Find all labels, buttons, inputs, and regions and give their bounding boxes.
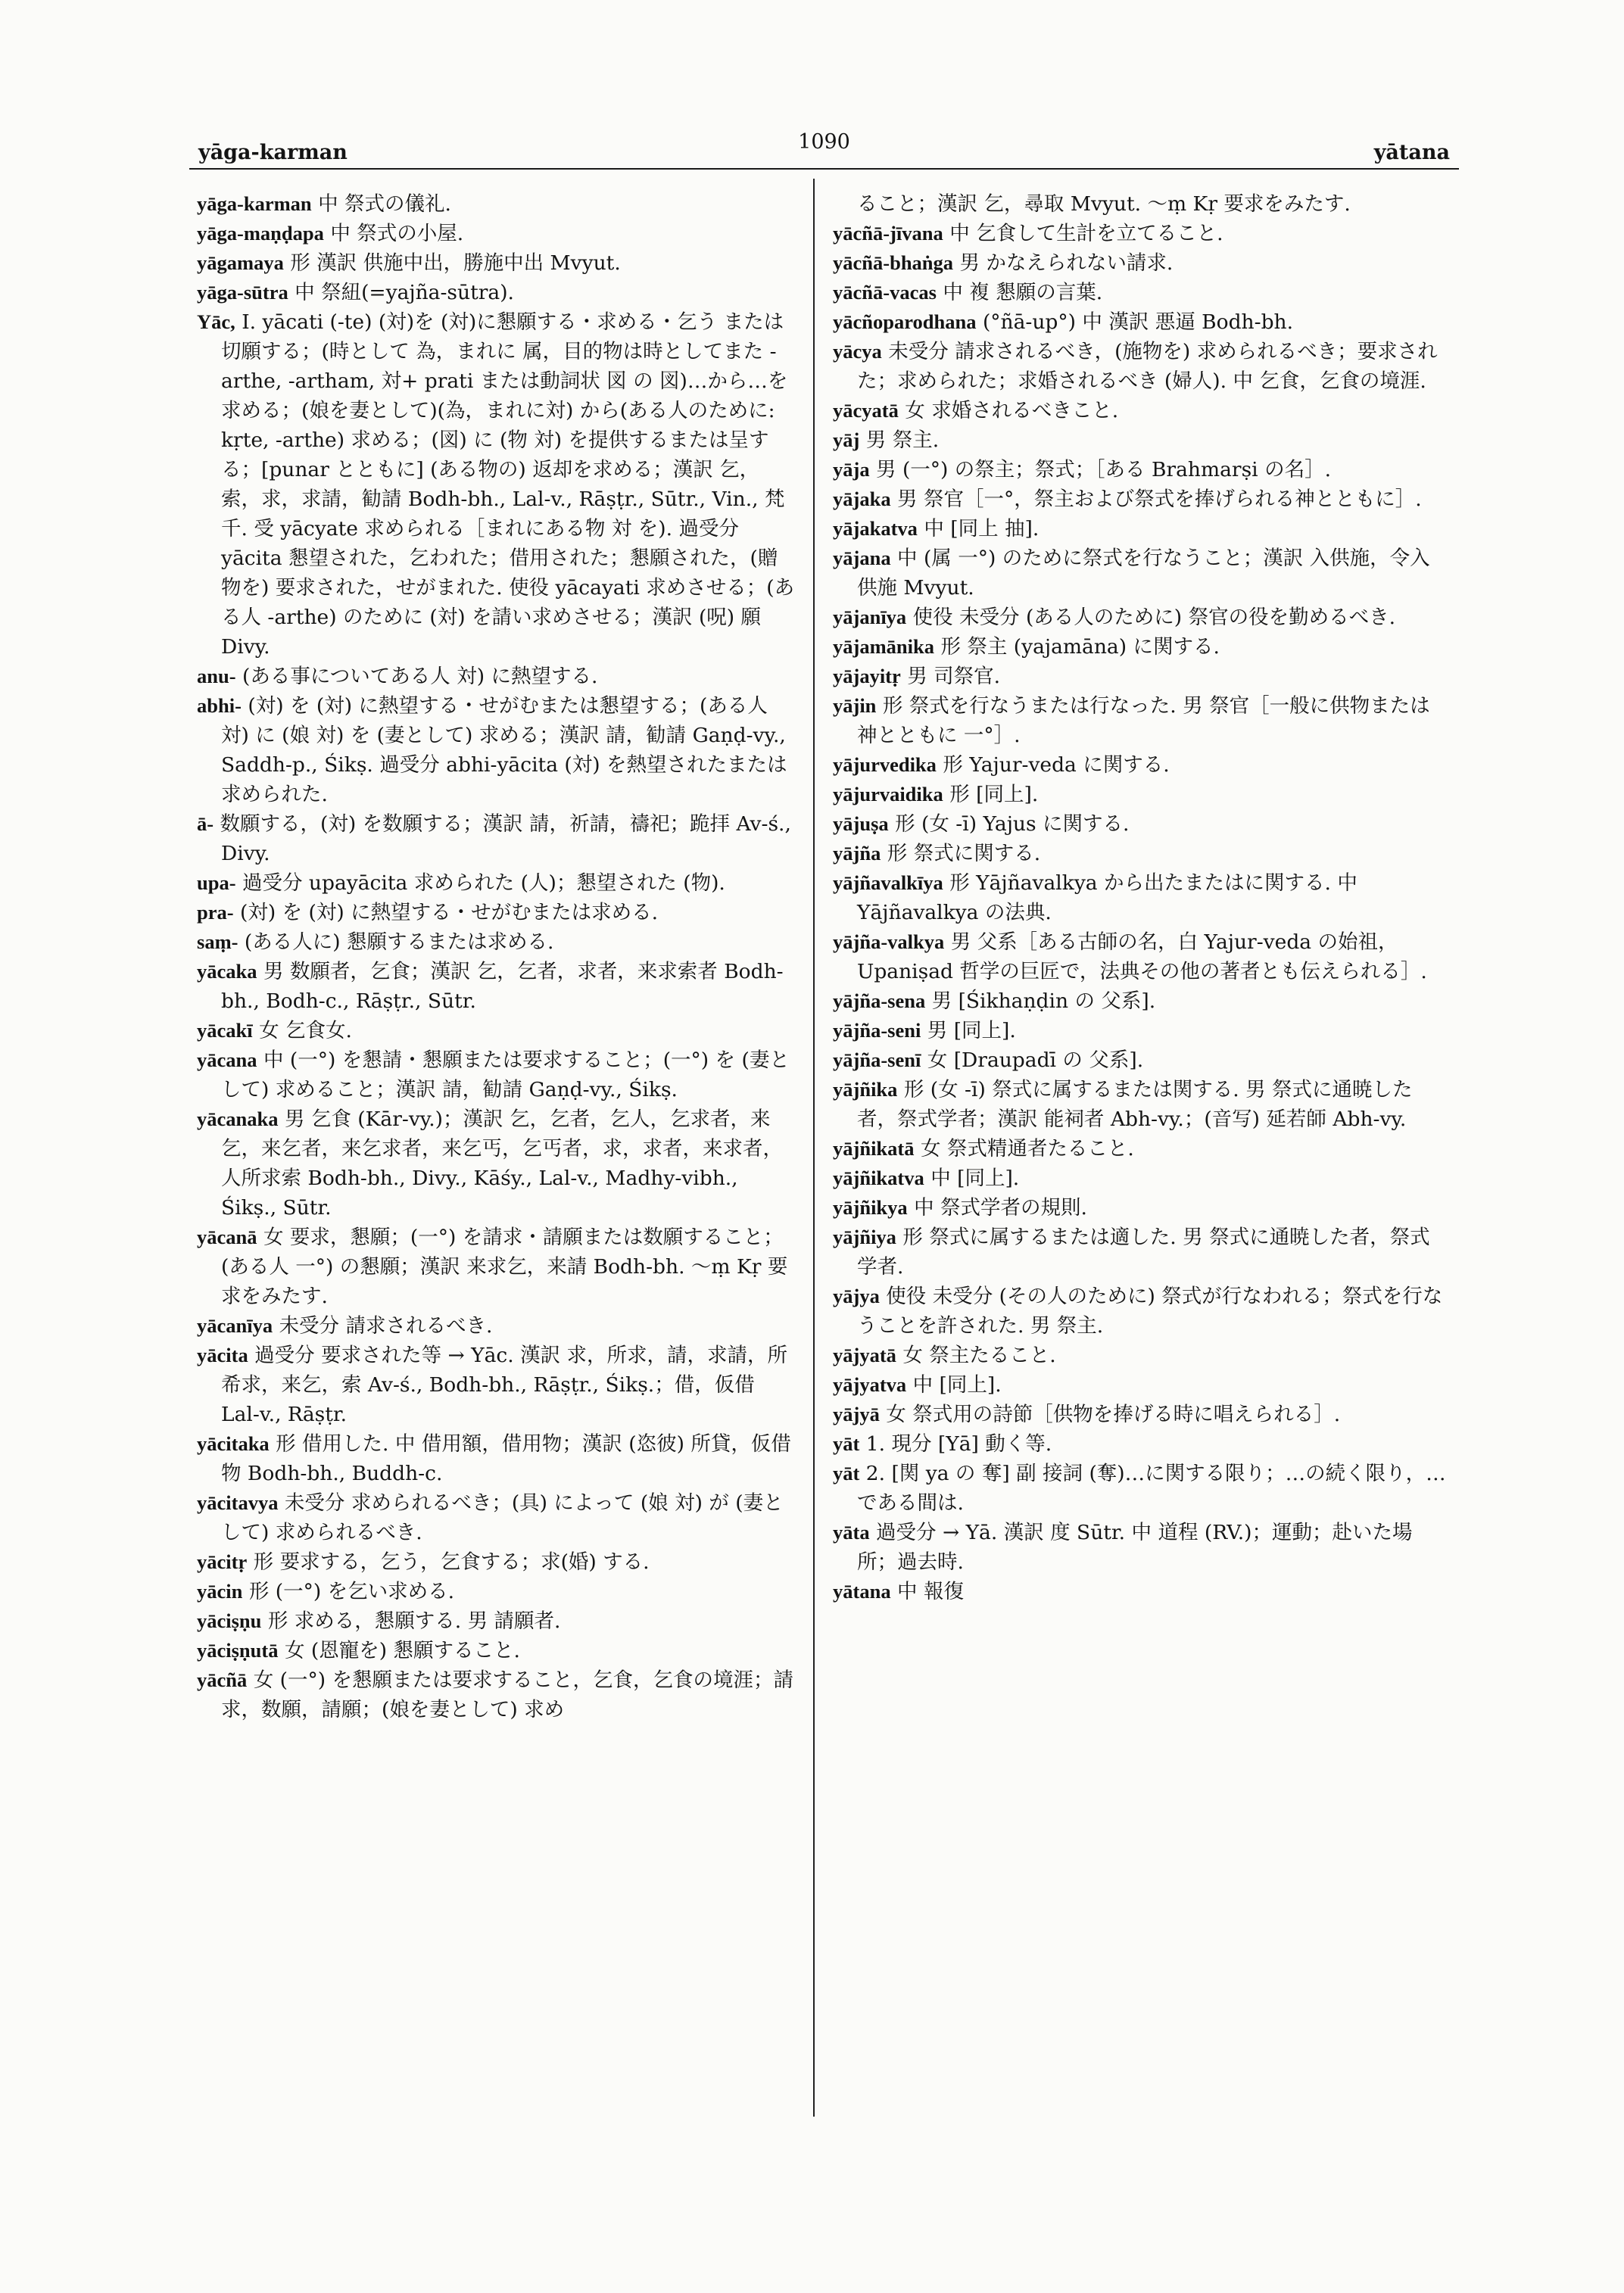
entry-headword: yājñikatva	[833, 1167, 924, 1189]
entry-definition: 過受分 要求された等 → Yāc. 漢訳 求，所求，請，求請，所希求，来乞，索 Av-ś., Bodh-bh., Rāṣṭr., Śikṣ.；借，仮借 Lal-v., Rāṣṭr.	[221, 1344, 788, 1426]
dictionary-entry	[197, 1577, 795, 1606]
entry-definition: 2. [関 ya の 奪] 副 接詞 (奪)…に関する限り；…の続く限り，…である間は.	[857, 1462, 1446, 1515]
entry-headword: yācana	[197, 1048, 257, 1071]
entry-headword: abhi-	[197, 694, 242, 717]
entry-definition: 形 Yajur-veda に関する.	[943, 753, 1170, 777]
dictionary-entry	[197, 1311, 795, 1341]
dictionary-entry	[833, 1459, 1446, 1518]
entry-headword: yācakī	[197, 1019, 253, 1042]
entry-definition: 中 [同上].	[930, 1167, 1020, 1190]
entry-definition: 男 かなえられない請求.	[959, 251, 1174, 275]
entry-headword: yājña-sena	[833, 989, 926, 1012]
dictionary-entry	[197, 278, 795, 307]
entry-headword: yājana	[833, 547, 891, 569]
entry-definition: 過受分 → Yā. 漢訳 度 Sūtr. 中 道程 (RV.)；運動；赴いた場所；過去時.	[857, 1521, 1413, 1574]
dictionary-entry	[833, 839, 1446, 868]
dictionary-entry	[833, 809, 1446, 839]
entry-headword: yājyatva	[833, 1373, 907, 1396]
dictionary-entry	[833, 868, 1446, 927]
entry-headword: yājurvaidika	[833, 783, 943, 805]
entry-definition: (ある人に) 懇願するまたは求める.	[244, 930, 554, 954]
entry-headword: upa-	[197, 871, 236, 894]
dictionary-entry	[833, 1370, 1446, 1400]
dictionary-entry	[197, 957, 795, 1016]
dictionary-entry	[833, 484, 1446, 514]
dictionary-entry	[833, 1075, 1446, 1134]
dictionary-entry	[833, 514, 1446, 544]
entry-headword: yājya	[833, 1285, 880, 1307]
dictionary-entry	[833, 1193, 1446, 1223]
entry-headword: yāciṣṇutā	[197, 1639, 279, 1662]
entry-definition: 形 祭式を行なうまたは行なった. 男 祭官［一般に供物または神とともに 一°］.	[857, 694, 1430, 747]
entry-headword: saṃ-	[197, 930, 238, 953]
dictionary-entry	[833, 219, 1446, 248]
entry-headword: yācita	[197, 1344, 248, 1366]
dictionary-entry	[833, 1045, 1446, 1075]
entry-definition: 女 乞食女.	[259, 1019, 352, 1042]
dictionary-entry	[197, 898, 795, 927]
dictionary-entry	[833, 1518, 1446, 1577]
entry-definition: 使役 未受分 (その人のために) 祭式が行なわれる；祭式を行なうことを許された. 男 祭主.	[857, 1285, 1443, 1338]
dictionary-entry	[197, 189, 795, 219]
entry-definition: 男 司祭官.	[907, 665, 1001, 688]
entry-headword: yājña	[833, 842, 881, 865]
dictionary-entry	[833, 307, 1446, 337]
entry-definition: 男 乞食 (Kār-vy.)；漢訳 乞，乞者，乞人，乞求者，来乞，来乞者，来乞求者，来乞丐，乞丐者，求，求者，来求者，人所求索 Bodh-bh., Divy., Kāśy., Lal-v., Madhy-vibh., Śikṣ., Sūtr.	[221, 1108, 783, 1220]
entry-headword: yācanā	[197, 1226, 257, 1248]
dictionary-entry	[833, 1400, 1446, 1429]
entry-definition: 形 (女 -ī) Yajus に関する.	[895, 812, 1130, 836]
dictionary-entry	[833, 603, 1446, 632]
entry-definition: ること；漢訳 乞，尋取 Mvyut. ～ṃ Kṛ 要求をみたす.	[857, 192, 1351, 216]
entry-headword: yāta	[833, 1521, 870, 1544]
dictionary-entry	[833, 189, 1446, 219]
entry-headword: yācaka	[197, 960, 257, 983]
dictionary-entry	[197, 1223, 795, 1311]
entry-definition: 形 祭式に属するまたは適した. 男 祭式に通暁した者，祭式学者.	[857, 1226, 1430, 1279]
entry-headword: yāt	[833, 1432, 860, 1455]
header-left-guideword: yāga-karman	[198, 141, 348, 164]
entry-headword: yājanīya	[833, 606, 907, 628]
entry-definition: 中 [同上 抽].	[924, 517, 1040, 541]
entry-definition: 女 (恩寵を) 懇願すること.	[284, 1639, 520, 1662]
entry-headword: Yāc,	[197, 310, 235, 333]
entry-headword: yācñā-bhaṅga	[833, 251, 954, 274]
entry-definition: 中 [同上].	[912, 1373, 1002, 1397]
dictionary-entry	[197, 691, 795, 809]
dictionary-entry	[833, 691, 1446, 750]
dictionary-entry	[197, 1665, 795, 1724]
dictionary-entry	[833, 1577, 1446, 1606]
entry-headword: yāt	[833, 1462, 860, 1485]
entry-headword: yājaka	[833, 488, 891, 510]
page-number: 1090	[798, 130, 850, 154]
dictionary-entry	[197, 1547, 795, 1577]
dictionary-entry	[197, 662, 795, 691]
entry-definition: 男 (一°) の祭主；祭式；［ある Brahmarṣi の名］.	[876, 458, 1331, 481]
entry-headword: yācin	[197, 1580, 243, 1603]
header-right-guideword: yātana	[1373, 141, 1450, 164]
entry-headword: yājñikya	[833, 1196, 908, 1219]
entry-headword: yājurvedika	[833, 753, 937, 776]
dictionary-entry	[833, 1282, 1446, 1341]
entry-definition: 女 (一°) を懇願または要求すること，乞食，乞食の境涯；請求，数願，請願；(娘を妻として) 求め	[221, 1668, 793, 1721]
entry-headword: ā-	[197, 812, 214, 835]
entry-definition: 女 [Draupadī の 父系].	[927, 1048, 1144, 1072]
entry-definition: 形 求める，懇願する. 男 請願者.	[267, 1609, 561, 1633]
dictionary-entry	[833, 248, 1446, 278]
dictionary-entry	[833, 1429, 1446, 1459]
dictionary-entry	[197, 1104, 795, 1223]
entry-definition: 形 要求する，乞う，乞食する；求(婚) する.	[253, 1550, 650, 1574]
dictionary-entry	[833, 396, 1446, 425]
entry-definition: 男 [同上].	[927, 1019, 1016, 1042]
column-divider	[813, 179, 815, 2117]
entry-definition: (°ñā-up°) 中 漢訳 悪逼 Bodh-bh.	[982, 310, 1294, 334]
entry-definition: 女 要求，懇願；(一°) を請求・請願または数願すること；(ある人 一°) の懇願；漢訳 来求乞，来請 Bodh-bh. ～ṃ Kṛ 要求をみたす.	[221, 1226, 788, 1308]
entry-headword: yājña-valkya	[833, 930, 945, 953]
entry-definition: 形 祭式に関する.	[887, 842, 1041, 865]
entry-definition: 男 父系［ある古師の名，白 Yajur-veda の始祖，Upaniṣad 哲学の巨匠で，法典その他の著者とも伝えられる］.	[857, 930, 1427, 983]
entry-definition: 中 複 懇願の言葉.	[943, 281, 1103, 304]
entry-definition: 形 借用した. 中 借用額，借用物；漢訳 (恣彼) 所貸，仮借物 Bodh-bh., Buddh-c.	[221, 1432, 791, 1485]
dictionary-entry	[197, 219, 795, 248]
entry-definition: 男 数願者，乞食；漢訳 乞，乞者，求者，来求索者 Bodh-bh., Bodh-c., Rāṣṭr., Sūtr.	[221, 960, 784, 1013]
dictionary-entry	[833, 1016, 1446, 1045]
entry-headword: yājamānika	[833, 635, 934, 658]
entry-headword: yājña-senī	[833, 1048, 921, 1071]
dictionary-entry	[833, 1223, 1446, 1282]
entry-definition: 女 求婚されるべきこと.	[905, 399, 1119, 422]
entry-headword: yājyā	[833, 1403, 880, 1425]
entry-definition: 形 祭主 (yajamāna) に関する.	[940, 635, 1220, 659]
entry-definition: 形 漢訳 供施中出，勝施中出 Mvyut.	[290, 251, 621, 275]
dictionary-entry	[833, 544, 1446, 603]
dictionary-entry	[833, 750, 1446, 780]
dictionary-entry	[833, 1164, 1446, 1193]
entry-definition: 中 (一°) を懇請・懇願または要求すること；(一°) を (妻として) 求めること；漢訳 請，勧請 Gaṇḍ-vy., Śikṣ.	[221, 1048, 790, 1101]
entry-definition: 未受分 求められるべき；(具) によって (娘 対) が (妻として) 求められるべき.	[221, 1491, 784, 1544]
dictionary-entry	[197, 1016, 795, 1045]
entry-headword: yājuṣa	[833, 812, 889, 835]
dictionary-entry	[833, 1341, 1446, 1370]
entry-headword: yāga-maṇḍapa	[197, 222, 324, 245]
entry-headword: yāga-karman	[197, 192, 312, 215]
entry-headword: yāja	[833, 458, 870, 481]
page-header	[198, 127, 1450, 173]
dictionary-entry	[197, 1636, 795, 1665]
entry-definition: 中 祭式学者の規則.	[914, 1196, 1087, 1220]
entry-definition: 中 (属 一°) のために祭式を行なうこと；漢訳 入供施，令入供施 Mvyut.	[857, 547, 1430, 600]
entry-definition: 形 (一°) を乞い求める.	[248, 1580, 455, 1603]
dictionary-entry	[833, 986, 1446, 1016]
entry-definition: 女 祭式精通者たること.	[920, 1137, 1134, 1161]
entry-headword: yācitṛ	[197, 1550, 248, 1573]
entry-definition: 中 祭式の儀礼.	[318, 192, 451, 216]
entry-definition: (対) を (対) に熱望する・せがむまたは懇望する；(ある人 対) に (娘 対) を (妻として) 求める；漢訳 請，勧請 Gaṇḍ-vy., Saddh-p., Śikṣ. 過受分 abhi-yācita (対) を熱望されたまたは求められた.	[221, 694, 787, 806]
entry-definition: 形 [同上].	[949, 783, 1039, 806]
dictionary-entry	[197, 809, 795, 868]
dictionary-entry	[197, 307, 795, 662]
dictionary-entry	[833, 780, 1446, 809]
entry-definition: 男 [Śikhaṇḍin の 父系].	[931, 989, 1156, 1013]
dictionary-entry	[833, 1134, 1446, 1164]
dictionary-entry	[833, 927, 1446, 986]
entry-definition: 中 祭式の小屋.	[330, 222, 464, 245]
entry-definition: 未受分 請求されるべき.	[279, 1314, 493, 1338]
entry-headword: yājayitṛ	[833, 665, 901, 687]
dictionary-entry	[197, 927, 795, 957]
entry-headword: yājyatā	[833, 1344, 896, 1366]
entry-headword: yācñā	[197, 1668, 248, 1691]
left-column	[197, 189, 795, 1724]
entry-headword: yājñika	[833, 1078, 898, 1101]
dictionary-entry	[833, 662, 1446, 691]
entry-headword: yājakatva	[833, 517, 918, 540]
entry-definition: 未受分 請求されるべき，(施物を) 求められるべき；要求された；求められた；求婚されるべき (婦人). 中 乞食，乞食の境涯.	[857, 340, 1438, 393]
dictionary-entry	[833, 278, 1446, 307]
dictionary-entry	[197, 868, 795, 898]
entry-headword: yācanīya	[197, 1314, 273, 1337]
right-column	[833, 189, 1446, 1606]
entry-headword: yācyatā	[833, 399, 899, 422]
dictionary-entry	[833, 425, 1446, 455]
header-rule	[189, 168, 1459, 170]
entry-definition: 女 祭式用の詩節［供物を捧げる時に唱えられる］.	[886, 1403, 1341, 1426]
entry-definition: 過受分 upayācita 求められた (人)；懇望された (物).	[242, 871, 725, 895]
entry-headword: yājñavalkīya	[833, 871, 943, 894]
dictionary-entry	[197, 1429, 795, 1488]
entry-definition: 1. 現分 [Yā] 動く等.	[865, 1432, 1052, 1456]
entry-definition: 数願する，(対) を数願する；漢訳 請，祈請，禱祀；跪拝 Av-ś., Divy.	[220, 812, 791, 865]
dictionary-entry	[833, 337, 1446, 396]
entry-definition: 男 祭主.	[865, 428, 940, 452]
entry-headword: yācanaka	[197, 1108, 279, 1130]
entry-definition: (対) を (対) に熱望する・せがむまたは求める.	[240, 901, 659, 924]
dictionary-entry	[197, 1488, 795, 1547]
entry-headword: yācñoparodhana	[833, 310, 977, 333]
entry-definition: 形 (女 -ī) 祭式に属するまたは関する. 男 祭式に通暁した者，祭式学者；漢訳 能祠者 Abh-vy.；(音写) 延若師 Abh-vy.	[857, 1078, 1413, 1131]
dictionary-entry	[833, 455, 1446, 484]
entry-headword: yājña-seni	[833, 1019, 921, 1042]
entry-definition: 女 祭主たること.	[902, 1344, 1056, 1367]
dictionary-entry	[197, 1606, 795, 1636]
entry-headword: yācitavya	[197, 1491, 279, 1514]
entry-headword: yāgamaya	[197, 251, 284, 274]
entry-headword: yācya	[833, 340, 882, 363]
dictionary-entry	[833, 632, 1446, 662]
entry-definition: 男 祭官［一°，祭主および祭式を捧げられる神とともに］.	[897, 488, 1422, 511]
entry-headword: yājin	[833, 694, 877, 717]
entry-headword: pra-	[197, 901, 234, 924]
entry-definition: 使役 未受分 (ある人のために) 祭官の役を勤めるべき.	[912, 606, 1395, 629]
entry-definition: (ある事についてある人 対) に熱望する.	[242, 665, 598, 688]
entry-definition: 中 祭紐(=yajña-sūtra).	[295, 281, 514, 304]
entry-headword: yācñā-vacas	[833, 281, 937, 304]
entry-headword: yātana	[833, 1580, 891, 1603]
entry-definition: Ⅰ. yācati (-te) (対)を (対)に懇願する・求める・乞う または切願する；(時として 為，まれに 属，目的物は時としてまた -arthe, -artham, 対+ prati または動詞状 図 の 図)…から…を求める；(娘を妻として)(為，まれに対) から(ある人のために: kṛte, -arthe) 求める；(図) に (物 対) を提供するまたは呈する；[punar とともに] (ある物の) 返却を求める；漢訳 乞，索，求，求請，勧請 Bodh-bh., Lal-v., Rāṣṭr., Sūtr., Vin., 梵千. 受 yācyate 求められる［まれにある物 対 を). 過受分 yācita 懇望された，乞われた；借用された；懇願された，(贈物を) 要求された，せがまれた. 使役 yācayati 求めさせる；(ある人 -arthe) のために (対) を請い求めさせる；漢訳 (呪) 願 Divy.	[221, 310, 795, 659]
entry-definition: 中 報復	[897, 1580, 964, 1603]
entry-headword: yāj	[833, 428, 860, 451]
entry-headword: yācitaka	[197, 1432, 270, 1455]
entry-headword: yājñiya	[833, 1226, 896, 1248]
dictionary-entry	[197, 1341, 795, 1429]
entry-definition: 中 乞食して生計を立てること.	[949, 222, 1223, 245]
dictionary-entry	[197, 248, 795, 278]
entry-definition: 形 Yājñavalkya から出たまたはに関する. 中 Yājñavalkya の法典.	[857, 871, 1357, 924]
entry-headword: yāciṣṇu	[197, 1609, 262, 1632]
dictionary-entry	[197, 1045, 795, 1104]
entry-headword: yājñikatā	[833, 1137, 915, 1160]
entry-headword: yācñā-jīvana	[833, 222, 943, 245]
entry-headword: yāga-sūtra	[197, 281, 288, 304]
entry-headword: anu-	[197, 665, 236, 687]
